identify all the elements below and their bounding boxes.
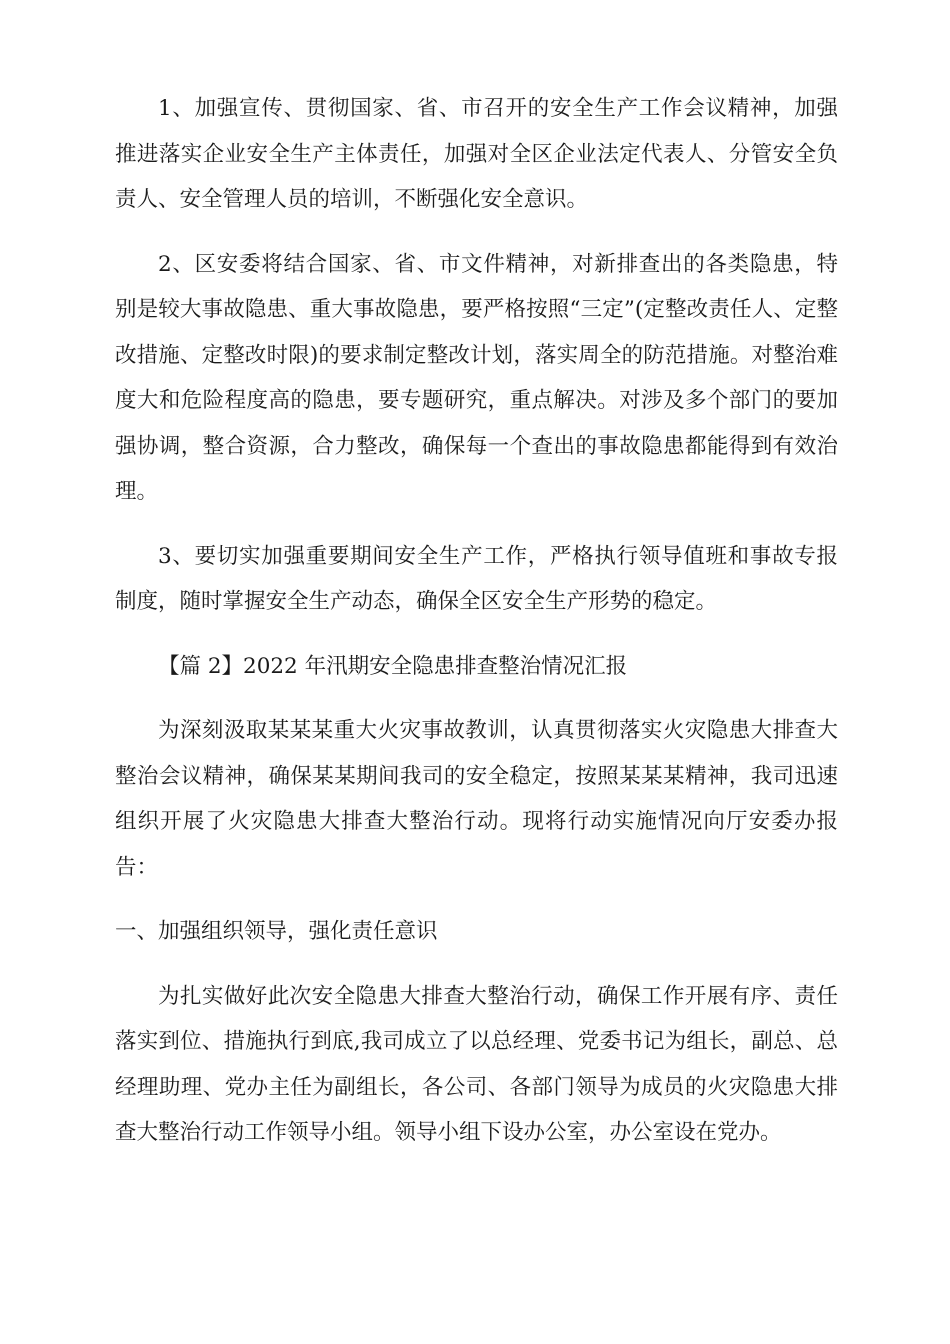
paragraph-item-3: 3、要切实加强重要期间安全生产工作，严格执行领导值班和事故专报制度，随时掌握安全生产动态，确保全区安全生产形势的稳定。 <box>115 543 838 614</box>
subheading-organization: 一、加强组织领导，强化责任意识 <box>115 919 438 944</box>
section-heading-part-2: 【篇 2】2022 年汛期安全隐患排查整治情况汇报 <box>158 653 628 679</box>
paragraph-item-2: 2、区安委将结合国家、省、市文件精神，对新排查出的各类隐患，特别是较大事故隐患、重大事故隐患，要严格按照“三定”(定整改责任人、定整改措施、定整改时限)的要求制定整改计划，落实周全的防范措施。对整治难度大和危险程度高的隐患，要专题研究，重点解决。对涉及多个部门的要加强协调，整合资源，合力整改，确保每一个查出的事故隐患都能得到有效治理。 <box>115 251 838 504</box>
intro-paragraph: 为深刻汲取某某某重大火灾事故教训，认真贯彻落实火灾隐患大排查大整治会议精神，确保某某期间我司的安全稳定，按照某某某精神，我司迅速组织开展了火灾隐患大排查大整治行动。现将行动实施情况向厅安委办报告： <box>115 718 838 880</box>
document-body <box>115 86 838 1175</box>
paragraph-item-1: 1、加强宣传、贯彻国家、省、市召开的安全生产工作会议精神，加强推进落实企业安全生产主体责任，加强对全区企业法定代表人、分管安全负责人、安全管理人员的培训，不断强化安全意识。 <box>115 96 838 212</box>
organization-paragraph: 为扎实做好此次安全隐患大排查大整治行动，确保工作开展有序、责任落实到位、措施执行到底,我司成立了以总经理、党委书记为组长，副总、总经理助理、党办主任为副组长，各公司、各部门领导为成员的火灾隐患大排查大整治行动工作领导小组。领导小组下设办公室，办公室设在党办。 <box>115 983 838 1145</box>
